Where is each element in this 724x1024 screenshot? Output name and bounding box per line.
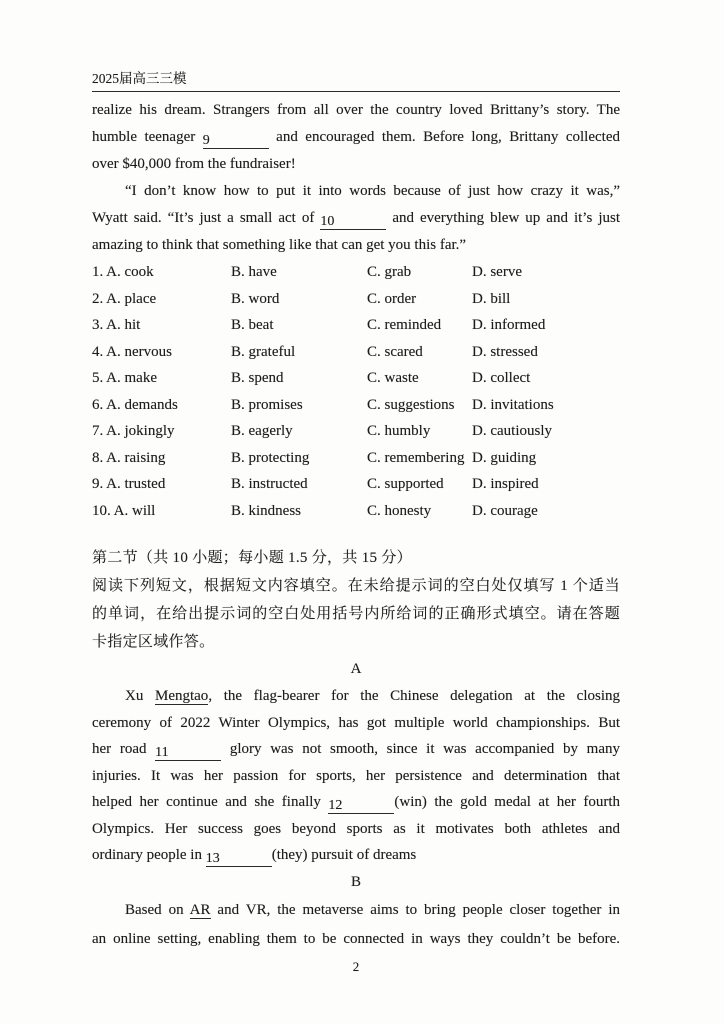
option-cell: B. promises [231, 396, 303, 413]
options-row-7 [92, 418, 620, 445]
underlined-term-ar: AR [189, 901, 211, 918]
section-two-title: 第二节（共 10 小题；每小题 1.5 分，共 15 分） [92, 550, 412, 566]
passage-b-paragraph [92, 896, 620, 954]
text-line: helped her continue and she finally 12 (win) the gold medal at her fourth [92, 794, 620, 813]
options-row-1 [92, 259, 620, 286]
option-cell: B. spend [231, 370, 284, 386]
option-cell: D. collect [472, 370, 531, 386]
cloze-paragraph-2 [92, 178, 620, 259]
option-cell: C. grab [367, 264, 412, 280]
option-cell: 10. A. will [92, 502, 156, 519]
option-cell: 2. A. place [92, 290, 157, 307]
answer-blank-9: 9 [203, 133, 269, 149]
answer-blank-12: 12 [328, 798, 394, 814]
option-cell: C. scared [367, 343, 423, 360]
section-two-instructions [92, 572, 620, 656]
text-line: Wyatt said. “It’s just a small act of 10 and everything blew up and it’s just [92, 210, 620, 229]
text-line: ordinary people in 13 (they) pursuit of dreams [92, 847, 417, 866]
option-cell: 3. A. hit [92, 317, 141, 333]
passage-a-heading: A [350, 661, 362, 677]
option-cell: 8. A. raising [92, 449, 166, 466]
answer-blank-11: 11 [155, 745, 221, 761]
option-cell: C. reminded [367, 317, 442, 333]
text-line: amazing to think that something like that can get you this far.” [92, 237, 467, 253]
option-cell: B. eagerly [231, 423, 293, 439]
cloze-options-table [92, 259, 620, 524]
option-cell: D. serve [472, 264, 522, 280]
text-line: humble teenager 9 and encouraged them. Before long, Brittany collected [92, 129, 620, 148]
option-cell: B. kindness [231, 502, 302, 519]
text-line: Based on AR and VR, the metaverse aims to bring people closer together in [125, 901, 620, 918]
text-line: an online setting, enabling them to be connected in ways they couldn’t be before. [92, 930, 620, 947]
option-cell: D. inspired [472, 476, 539, 492]
option-cell: 6. A. demands [92, 396, 178, 413]
header-title: 2025届高三三模 [92, 71, 187, 86]
options-row-5 [92, 365, 620, 392]
text-line: 卡指定区域作答。 [92, 634, 215, 650]
option-cell: C. waste [367, 370, 419, 386]
option-cell: D. guiding [472, 449, 537, 466]
passage-b-heading: B [350, 873, 361, 890]
option-cell: 9. A. trusted [92, 476, 166, 492]
answer-blank-10: 10 [320, 214, 386, 230]
answer-blank-13: 13 [206, 851, 272, 867]
option-cell: 4. A. nervous [92, 343, 172, 360]
option-cell: B. grateful [231, 343, 296, 360]
text-line: “I don’t know how to put it into words because of just how crazy it was,” [125, 183, 620, 199]
option-cell: C. supported [367, 476, 444, 492]
option-cell: C. humbly [367, 423, 431, 439]
option-cell: D. cautiously [472, 423, 552, 439]
option-cell: B. instructed [231, 476, 308, 492]
cloze-paragraph-1 [92, 97, 620, 178]
option-cell: 1. A. cook [92, 264, 154, 280]
text-line: Xu Mengtao, the flag-bearer for the Chinese delegation at the closing [125, 688, 621, 704]
options-row-9 [92, 471, 620, 498]
option-cell: 7. A. jokingly [92, 423, 175, 439]
option-cell: D. courage [472, 502, 538, 519]
page-number: 2 [352, 958, 360, 974]
underlined-term-mengtao: Mengtao [154, 688, 209, 704]
option-cell: D. invitations [472, 396, 554, 413]
options-row-4 [92, 339, 620, 366]
options-row-8 [92, 445, 620, 472]
text-line: injuries. It was her passion for sports, her persistence and determination that [92, 767, 620, 784]
option-cell: D. bill [472, 290, 511, 307]
passage-a-paragraph [92, 683, 620, 869]
option-cell: B. have [231, 264, 277, 280]
text-line: ceremony of 2022 Winter Olympics, has got multiple world championships. But [92, 714, 620, 731]
text-line: 阅读下列短文，根据短文内容填空。在未给提示词的空白处仅填写 1 个适当 [92, 578, 620, 594]
option-cell: C. suggestions [367, 396, 455, 413]
option-cell: D. stressed [472, 343, 538, 360]
text-line: 的单词，在给出提示词的空白处用括号内所给词的正确形式填空。请在答题 [92, 606, 620, 622]
text-line: realize his dream. Strangers from all over the country loved Brittany’s story. The [92, 102, 620, 118]
text-line: her road 11 glory was not smooth, since it was accompanied by many [92, 741, 620, 760]
options-row-3 [92, 312, 620, 339]
option-cell: B. beat [231, 317, 274, 333]
options-row-2 [92, 286, 620, 313]
options-row-10 [92, 498, 620, 525]
option-cell: C. remembering [367, 449, 465, 466]
option-cell: 5. A. make [92, 370, 157, 386]
option-cell: C. order [367, 290, 417, 307]
text-line: Olympics. Her success goes beyond sports as it motivates both athletes and [92, 820, 620, 837]
text-line: over $40,000 from the fundraiser! [92, 156, 296, 172]
option-cell: B. protecting [231, 449, 310, 466]
option-cell: B. word [231, 290, 280, 307]
option-cell: D. informed [472, 317, 546, 333]
option-cell: C. honesty [367, 502, 432, 519]
page-header [92, 70, 620, 92]
options-row-6 [92, 392, 620, 419]
